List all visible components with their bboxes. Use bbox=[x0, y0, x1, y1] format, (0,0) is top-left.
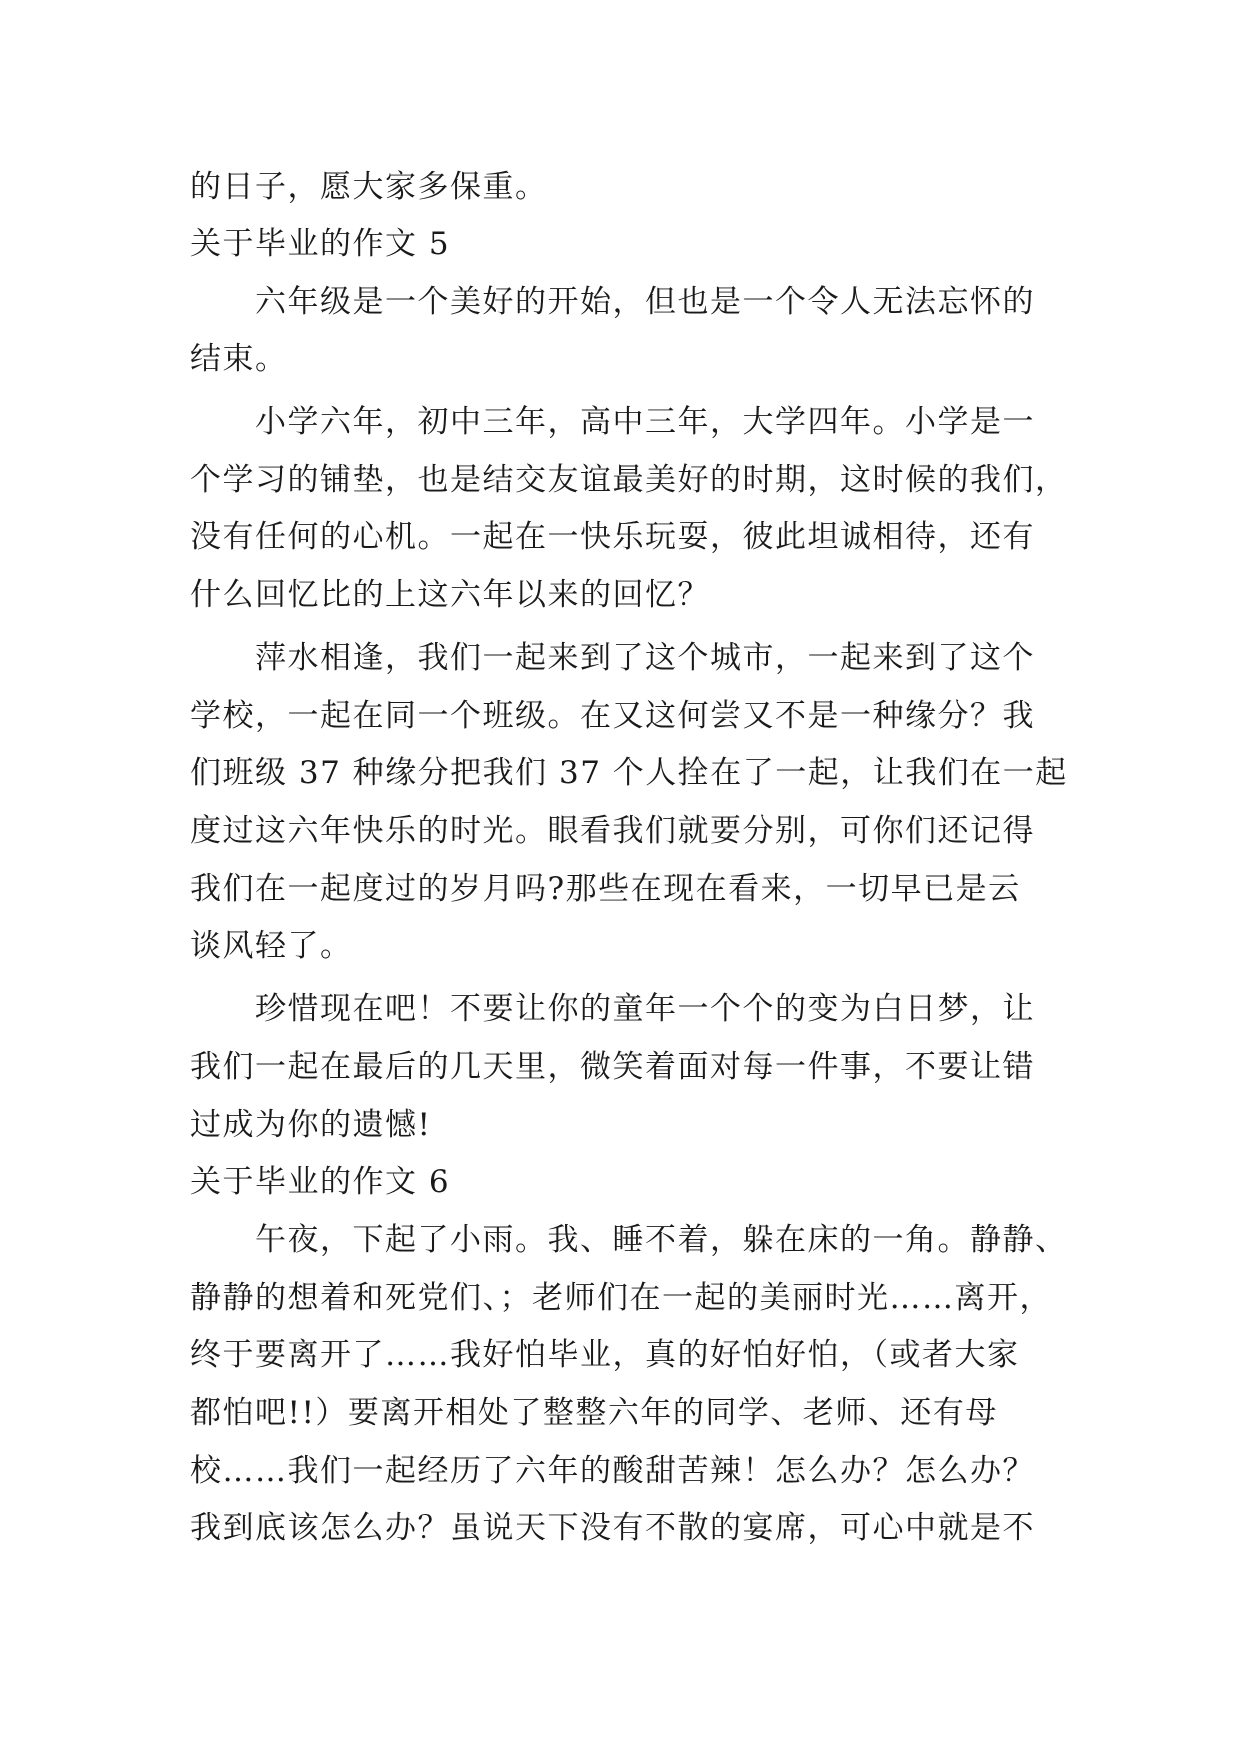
text-line: 萍水相逢，我们一起来到了这个城市，一起来到了这个 bbox=[255, 640, 1035, 676]
text-line: 我到底该怎么办？虽说天下没有不散的宴席，可心中就是不 bbox=[190, 1510, 1035, 1546]
text-line: 终于要离开了……我好怕毕业，真的好怕好怕，（或者大家 bbox=[190, 1337, 1020, 1373]
text-line: 度过这六年快乐的时光。眼看我们就要分别，可你们还记得 bbox=[190, 813, 1035, 849]
text-line: 小学六年，初中三年，高中三年，大学四年。小学是一 bbox=[255, 404, 1035, 440]
text-line: 什么回忆比的上这六年以来的回忆？ bbox=[190, 577, 710, 613]
section-heading: 关于毕业的作文 6 bbox=[190, 1164, 451, 1200]
section-heading: 关于毕业的作文 5 bbox=[190, 226, 451, 262]
text-line: 我们一起在最后的几天里，微笑着面对每一件事，不要让错 bbox=[190, 1049, 1035, 1085]
text-line: 我们在一起度过的岁月吗?那些在现在看来，一切早已是云 bbox=[190, 871, 1021, 907]
text-line: 静静的想着和死党们、；老师们在一起的美丽时光……离开， bbox=[190, 1280, 1052, 1316]
text-line: 个学习的铺垫，也是结交友谊最美好的时期，这时候的我们， bbox=[190, 462, 1068, 498]
text-line: 午夜，下起了小雨。我、睡不着，躲在床的一角。静静、 bbox=[255, 1222, 1068, 1258]
text-line: 校……我们一起经历了六年的酸甜苦辣！怎么办？怎么办？ bbox=[190, 1453, 1035, 1489]
text-line: 的日子，愿大家多保重。 bbox=[190, 169, 548, 205]
text-line: 珍惜现在吧！不要让你的童年一个个的变为白日梦，让 bbox=[255, 991, 1035, 1027]
text-line: 六年级是一个美好的开始，但也是一个令人无法忘怀的 bbox=[255, 284, 1035, 320]
text-line: 结束。 bbox=[190, 341, 288, 377]
text-line: 过成为你的遗憾! bbox=[190, 1107, 432, 1143]
text-line: 都怕吧!!）要离开相处了整整六年的同学、老师、还有母 bbox=[190, 1395, 998, 1431]
text-line: 谈风轻了。 bbox=[190, 928, 353, 964]
text-line: 们班级 37 种缘分把我们 37 个人拴在了一起，让我们在一起 bbox=[190, 755, 1068, 791]
text-line: 没有任何的心机。一起在一快乐玩耍，彼此坦诚相待，还有 bbox=[190, 519, 1035, 555]
text-line: 学校，一起在同一个班级。在又这何尝又不是一种缘分？我 bbox=[190, 698, 1035, 734]
